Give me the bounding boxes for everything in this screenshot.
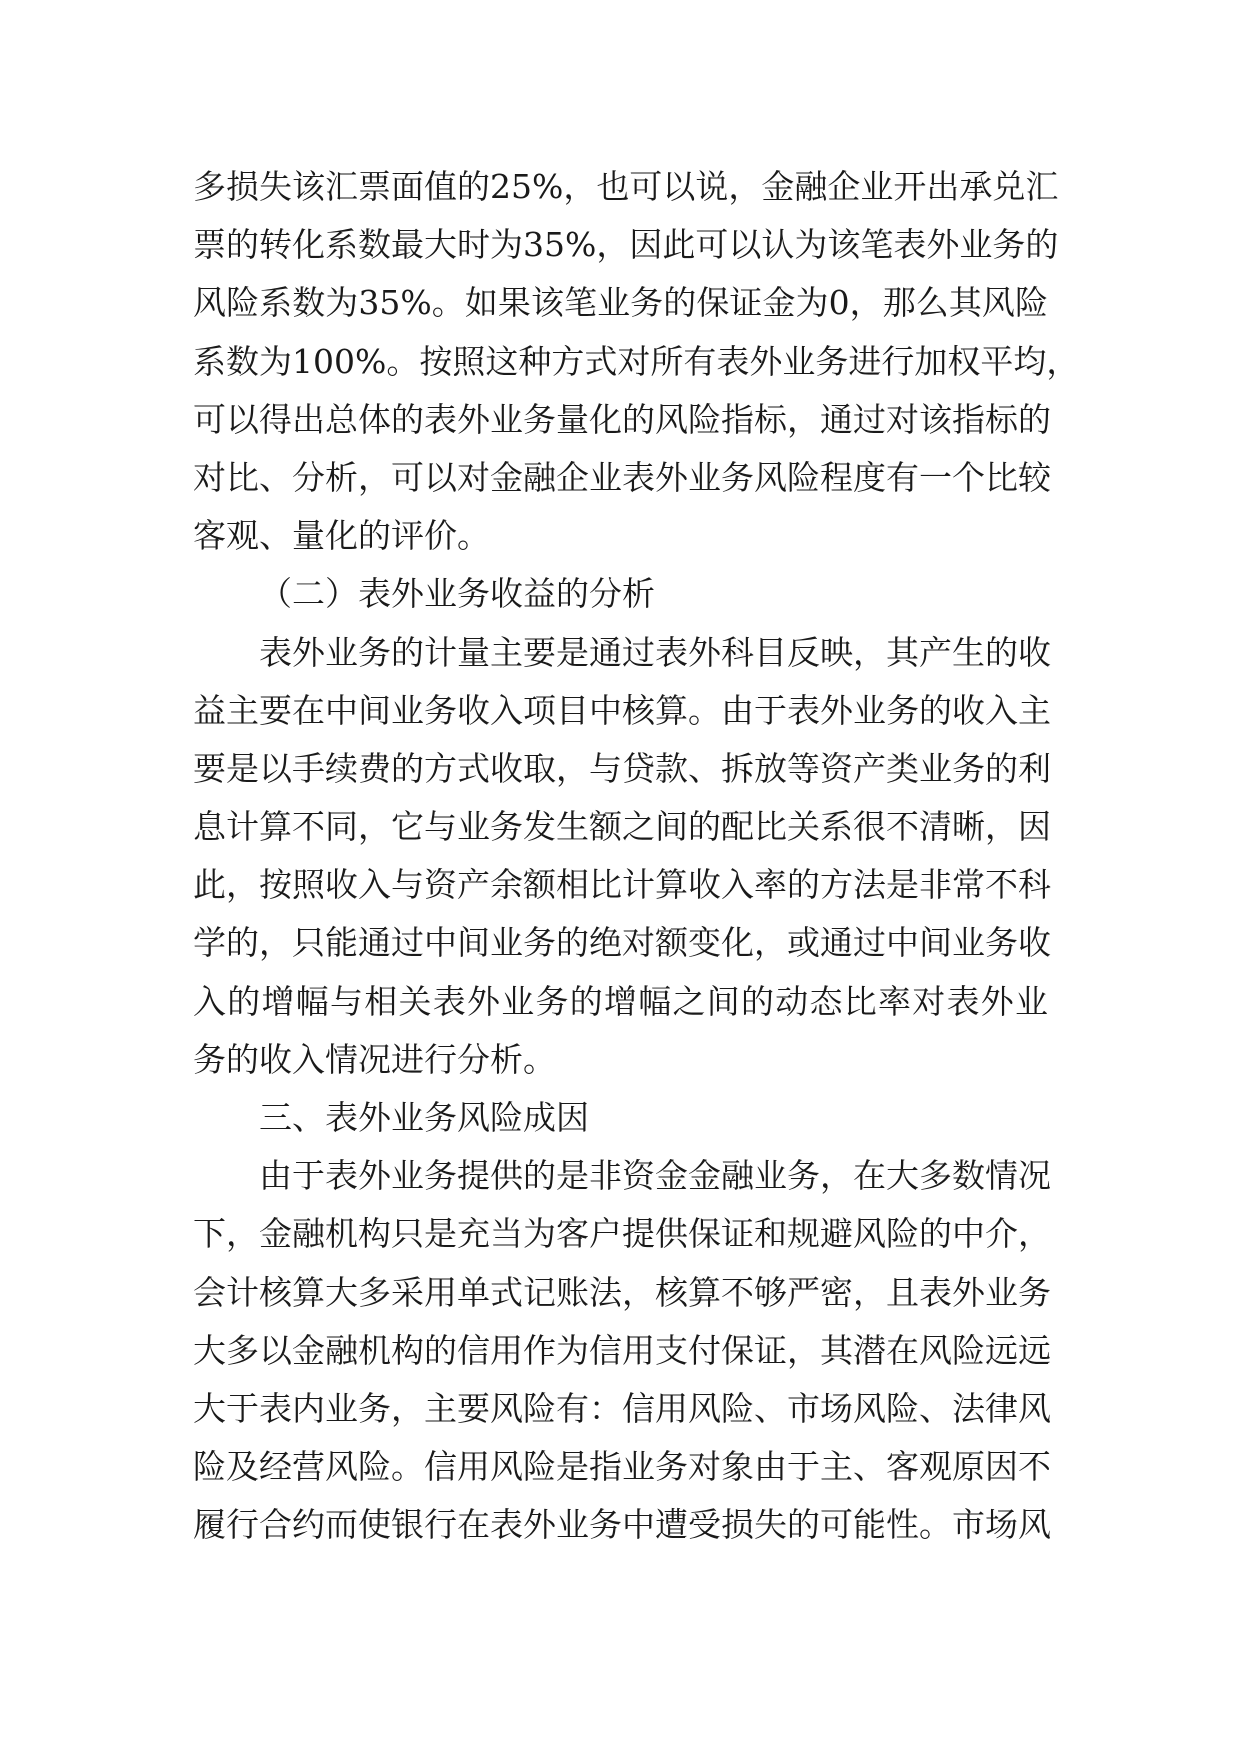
- text-line: 可以得出总体的表外业务量化的风险指标，通过对该指标的: [193, 399, 1051, 439]
- text-line: 多损失该汇票面值的25%，也可以说，金融企业开出承兑汇: [193, 167, 1059, 206]
- text-line: 益主要在中间业务收入项目中核算。由于表外业务的收入主: [193, 690, 1051, 730]
- paragraph-income-measurement: [193, 624, 1051, 1090]
- text-line: 险及经营风险。信用风险是指业务对象由于主、客观原因不: [193, 1447, 1051, 1487]
- text-line: 票的转化系数最大时为35%，因此可以认为该笔表外业务的: [193, 225, 1059, 265]
- text-line: 息计算不同，它与业务发生额之间的配比关系很不清晰，因: [193, 807, 1051, 847]
- text-line: 大多以金融机构的信用作为信用支付保证，其潜在风险远远: [193, 1330, 1051, 1370]
- text-line: 会计核算大多采用单式记账法，核算不够严密，且表外业务: [193, 1272, 1051, 1312]
- text-line: 入的增幅与相关表外业务的增幅之间的动态比率对表外业: [193, 981, 1048, 1021]
- text-line: 要是以手续费的方式收取，与贷款、拆放等资产类业务的利: [193, 748, 1051, 788]
- text-line: 学的，只能通过中间业务的绝对额变化，或通过中间业务收: [193, 923, 1051, 963]
- text-line: 由于表外业务提供的是非资金金融业务，在大多数情况: [259, 1156, 1051, 1196]
- paragraph-risk-causes: [193, 1147, 1051, 1554]
- text-line: 客观、量化的评价。: [193, 516, 490, 556]
- text-line: 大于表内业务，主要风险有：信用风险、市场风险、法律风: [193, 1388, 1051, 1428]
- text-line: 对比、分析，可以对金融企业表外业务风险程度有一个比较: [193, 457, 1051, 497]
- text-line: 履行合约而使银行在表外业务中遭受损失的可能性。市场风: [193, 1505, 1051, 1545]
- text-line: 风险系数为35%。如果该笔业务的保证金为0，那么其风险: [193, 283, 1048, 323]
- paragraph-risk-coefficient: [193, 158, 1080, 565]
- heading-text: （二）表外业务收益的分析: [259, 574, 655, 614]
- text-line: 此，按照收入与资产余额相比计算收入率的方法是非常不科: [193, 865, 1051, 905]
- document-page: [193, 158, 1080, 1555]
- section-heading-income-analysis: [193, 565, 1048, 623]
- text-line: 下，金融机构只是充当为客户提供保证和规避风险的中介，: [193, 1214, 1051, 1254]
- text-line: 务的收入情况进行分析。: [193, 1039, 556, 1079]
- section-heading-risk-causes: [193, 1089, 1048, 1147]
- text-line: 系数为100%。按照这种方式对所有表外业务进行加权平均，: [193, 341, 1080, 381]
- text-line: 表外业务的计量主要是通过表外科目反映，其产生的收: [259, 632, 1051, 672]
- heading-text: 三、表外业务风险成因: [259, 1098, 589, 1137]
